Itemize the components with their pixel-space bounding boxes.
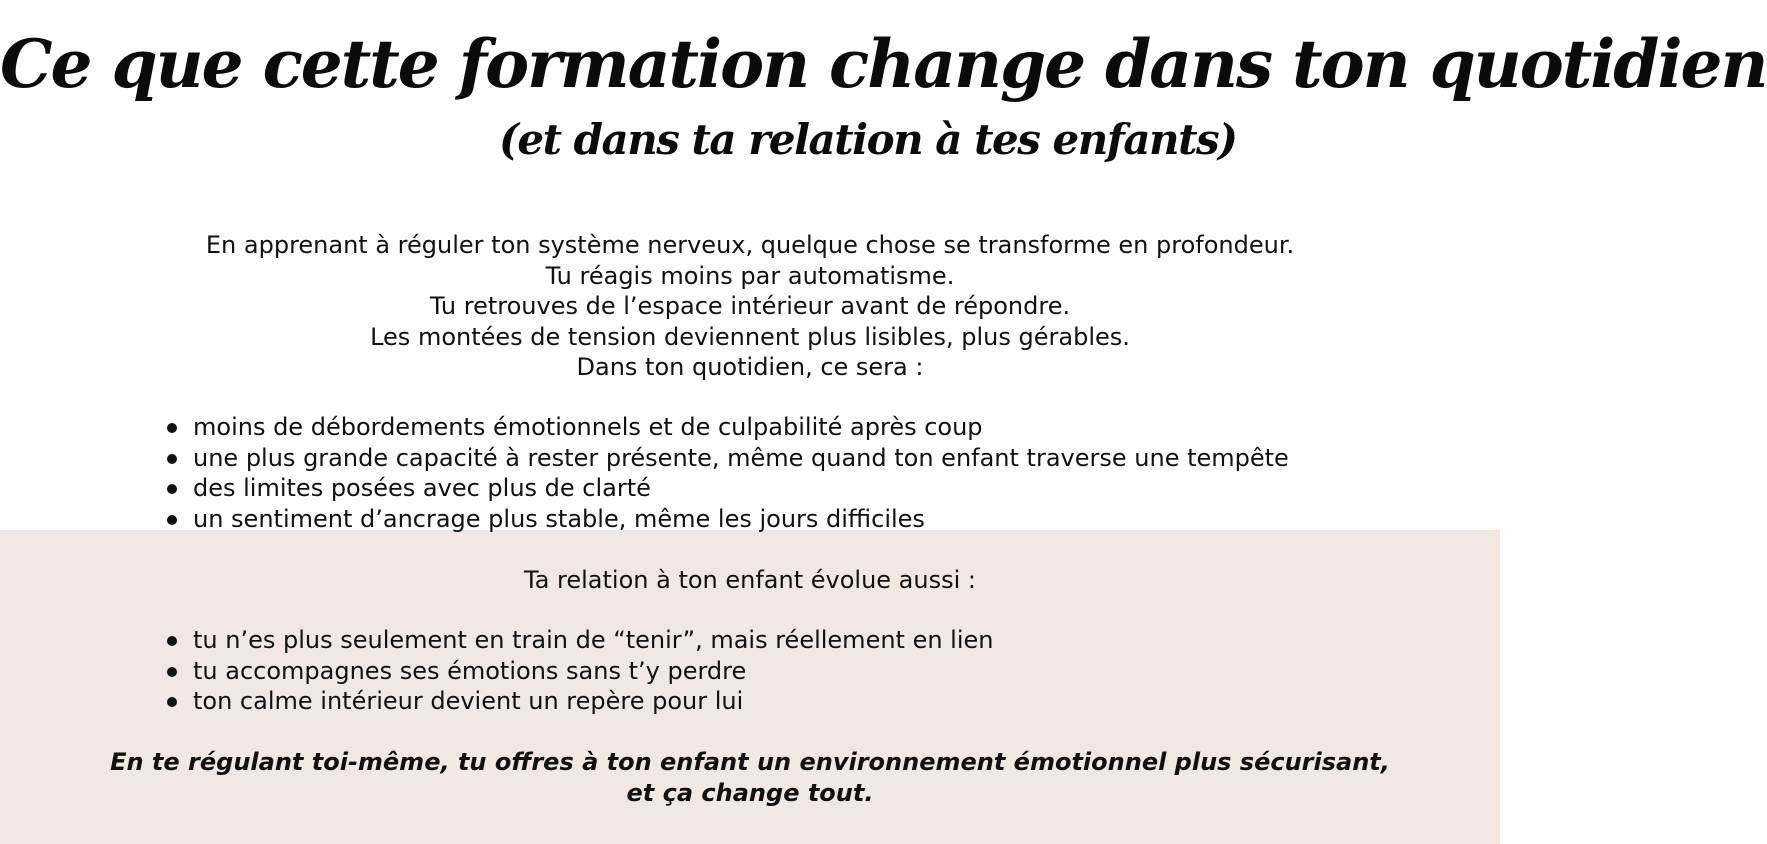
- list-item: [163, 443, 1289, 474]
- list-item: [163, 473, 1289, 504]
- page-title: Ce que cette formation change dans ton quotidien: [0, 25, 1767, 103]
- intro-line: En apprenant à réguler ton système nerveux, quelque chose se transforme en profondeur.: [205, 231, 1295, 259]
- intro-line: Les montées de tension deviennent plus lisibles, plus gérables.: [370, 322, 1130, 351]
- bullet-dot-icon: [167, 697, 177, 707]
- relation-heading: Ta relation à ton enfant évolue aussi :: [524, 566, 976, 594]
- intro-line: Tu réagis moins par automatisme.: [545, 261, 955, 290]
- list-item-text: tu accompagnes ses émotions sans t’y perdre: [193, 656, 747, 685]
- list-item-text: un sentiment d’ancrage plus stable, même les jours difficiles: [193, 504, 925, 533]
- list-item-text: des limites posées avec plus de clarté: [193, 474, 651, 502]
- relation-changes-list: [163, 625, 994, 717]
- closing-line: et ça change tout.: [626, 779, 874, 807]
- list-item: [163, 412, 1289, 443]
- list-item: [163, 656, 994, 687]
- intro-paragraph: [0, 230, 1500, 383]
- bullet-dot-icon: [167, 454, 177, 464]
- list-item-text: moins de débordements émotionnels et de culpabilité après coup: [193, 413, 983, 441]
- bullet-dot-icon: [167, 423, 177, 433]
- list-item-text: tu n’es plus seulement en train de “tenir”, mais réellement en lien: [193, 626, 994, 654]
- daily-changes-list: [163, 412, 1289, 534]
- bullet-dot-icon: [167, 667, 177, 677]
- page-subtitle: (et dans ta relation à tes enfants): [499, 115, 1237, 164]
- bullet-dot-icon: [167, 515, 177, 525]
- intro-line: Dans ton quotidien, ce sera :: [576, 353, 924, 381]
- list-item: [163, 686, 994, 717]
- bullet-dot-icon: [167, 484, 177, 494]
- bullet-dot-icon: [167, 636, 177, 646]
- list-item-text: ton calme intérieur devient un repère pour lui: [193, 687, 744, 715]
- list-item-text: une plus grande capacité à rester présente, même quand ton enfant traverse une tempête: [193, 443, 1289, 472]
- intro-line: Tu retrouves de l’espace intérieur avant de répondre.: [429, 292, 1071, 320]
- list-item: [163, 625, 994, 656]
- closing-statement: [0, 747, 1500, 809]
- list-item: [163, 504, 1289, 535]
- closing-line: En te régulant toi-même, tu offres à ton enfant un environnement émotionnel plus sécurisant,: [110, 748, 1390, 776]
